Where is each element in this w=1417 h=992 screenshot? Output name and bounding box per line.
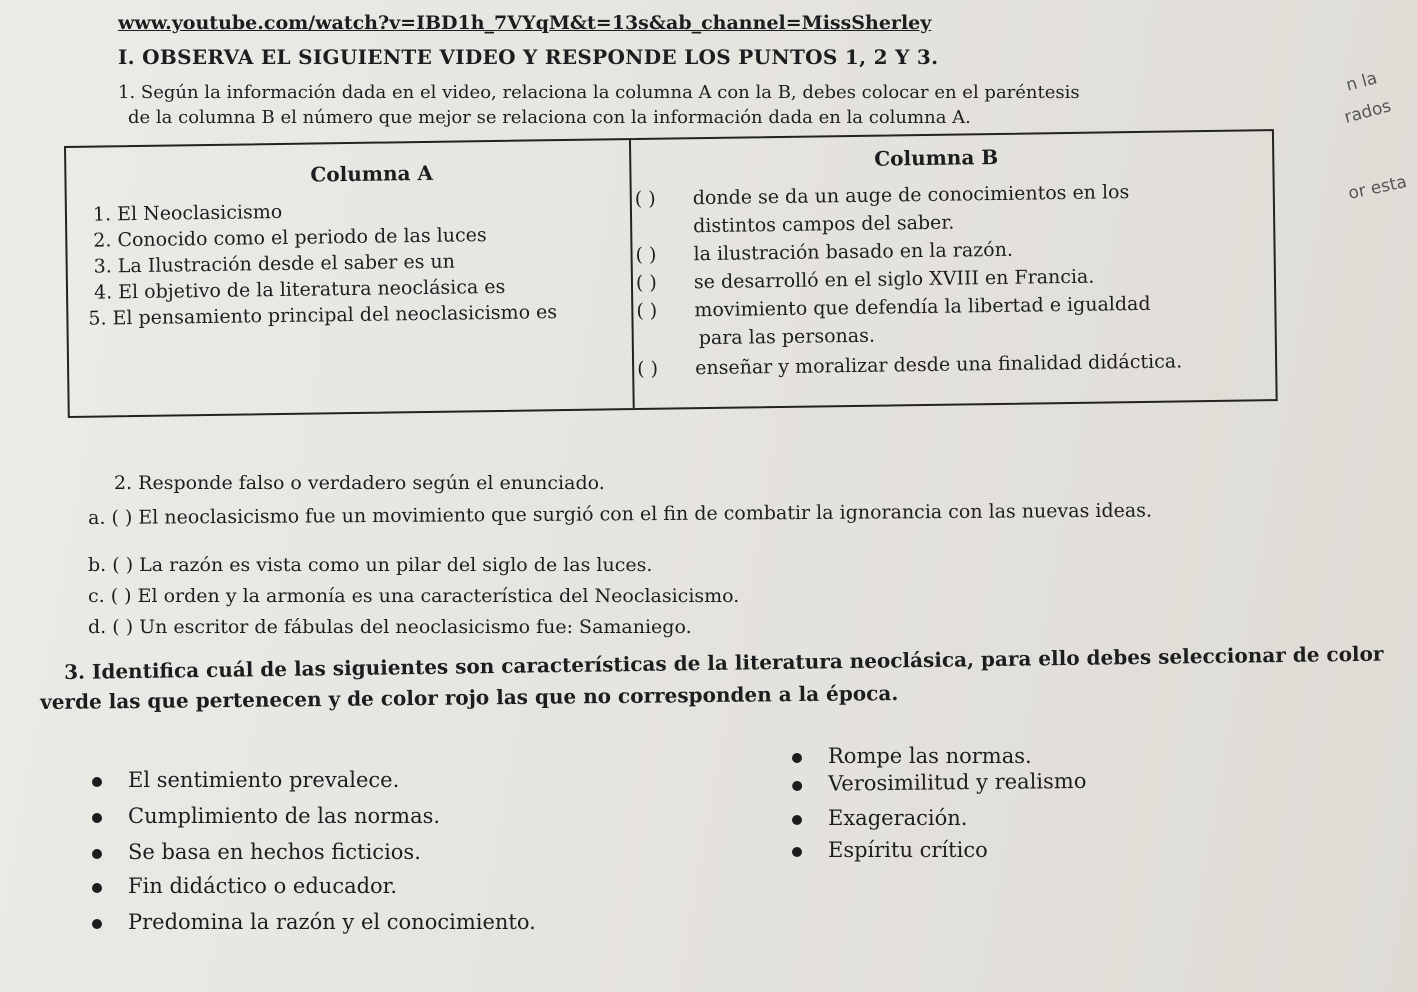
answer-paren[interactable]: ( ) <box>634 187 656 211</box>
q1-instruction-line1: 1. Según la información dada en el video, relaciona la columna A con la B, debes colocar en el paréntesis <box>118 82 1080 103</box>
tf-item-a[interactable]: a. ( ) El neoclasicismo fue un movimiento que surgió con el fin de combatir la ignorancia con las nuevas ideas. <box>88 499 1153 529</box>
right-list-item[interactable]: Espíritu crítico <box>792 838 988 862</box>
col-b-item: ( ) movimiento que defendía la libertad e igualdad <box>636 292 1151 323</box>
col-b-item: ( ) enseñar y moralizar desde una finalidad didáctica. <box>637 350 1183 381</box>
margin-note: rados <box>1342 96 1394 128</box>
left-list-item[interactable]: Cumplimiento de las normas. <box>92 804 440 828</box>
col-a-header: Columna A <box>310 160 434 187</box>
tf-item-c[interactable]: c. ( ) El orden y la armonía es una característica del Neoclasicismo. <box>88 585 740 607</box>
answer-paren[interactable]: ( ) <box>635 271 657 295</box>
col-a-item: 5. El pensamiento principal del neoclasicismo es <box>88 301 558 330</box>
left-list-item[interactable]: Se basa en hechos ficticios. <box>92 840 421 864</box>
bullet-icon <box>792 815 802 825</box>
video-url[interactable]: www.youtube.com/watch?v=IBD1h_7VYqM&t=13s&ab_channel=MissSherley <box>118 12 932 34</box>
bullet-icon <box>92 919 102 929</box>
col-a-item: 2. Conocido como el periodo de las luces <box>93 224 487 252</box>
col-b-item: ( ) se desarrolló en el siglo XVIII en Francia. <box>635 265 1095 295</box>
section-heading: I. OBSERVA EL SIGUIENTE VIDEO Y RESPONDE LOS PUNTOS 1, 2 Y 3. <box>118 45 939 69</box>
bullet-icon <box>92 777 102 787</box>
q3-instruction-line2: verde las que pertenecen y de color rojo las que no corresponden a la época. <box>40 681 899 714</box>
col-a-item: 4. El objetivo de la literatura neoclásica es <box>93 275 506 304</box>
q3-instruction-line1: 3. Identifica cuál de las siguientes son características de la literatura neoclásica, para ello debes seleccionar de color <box>64 641 1384 684</box>
answer-paren[interactable]: ( ) <box>637 357 659 381</box>
bullet-icon <box>92 883 102 893</box>
right-list-item[interactable]: Exageración. <box>792 806 967 830</box>
tf-item-d[interactable]: d. ( ) Un escritor de fábulas del neoclasicismo fue: Samaniego. <box>88 616 692 638</box>
q1-instruction-line2: de la columna B el número que mejor se relaciona con la información dada en la columna A. <box>128 107 971 128</box>
answer-paren[interactable]: ( ) <box>636 299 658 323</box>
tf-item-b[interactable]: b. ( ) La razón es vista como un pilar del siglo de las luces. <box>88 554 653 576</box>
left-list-item[interactable]: Fin didáctico o educador. <box>92 874 397 898</box>
bullet-icon <box>92 849 102 859</box>
bullet-icon <box>92 813 102 823</box>
col-b-item: ( ) donde se da un auge de conocimientos en los <box>634 181 1130 211</box>
right-list-item[interactable]: Verosimilitud y realismo <box>792 769 1087 796</box>
q2-title: 2. Responde falso o verdadero según el enunciado. <box>114 472 605 494</box>
answer-paren[interactable]: ( ) <box>635 243 657 267</box>
matching-table <box>64 129 1278 418</box>
bullet-icon <box>792 780 802 790</box>
col-a-item: 3. La Ilustración desde el saber es un <box>93 250 456 278</box>
col-b-header: Columna B <box>874 144 999 171</box>
table-divider <box>629 140 635 408</box>
col-b-item: para las personas. <box>698 324 876 350</box>
col-a-item: 1. El Neoclasicismo <box>92 200 283 226</box>
right-list-item[interactable]: Rompe las normas. <box>792 744 1032 768</box>
bullet-icon <box>792 847 802 857</box>
margin-note: n la <box>1343 68 1380 96</box>
bullet-icon <box>792 753 802 763</box>
left-list-item[interactable]: El sentimiento prevalece. <box>92 768 399 792</box>
margin-note: or esta <box>1346 172 1409 204</box>
col-b-item: distintos campos del saber. <box>693 211 955 238</box>
col-b-item: ( ) la ilustración basado en la razón. <box>635 238 1014 267</box>
left-list-item[interactable]: Predomina la razón y el conocimiento. <box>92 910 536 934</box>
